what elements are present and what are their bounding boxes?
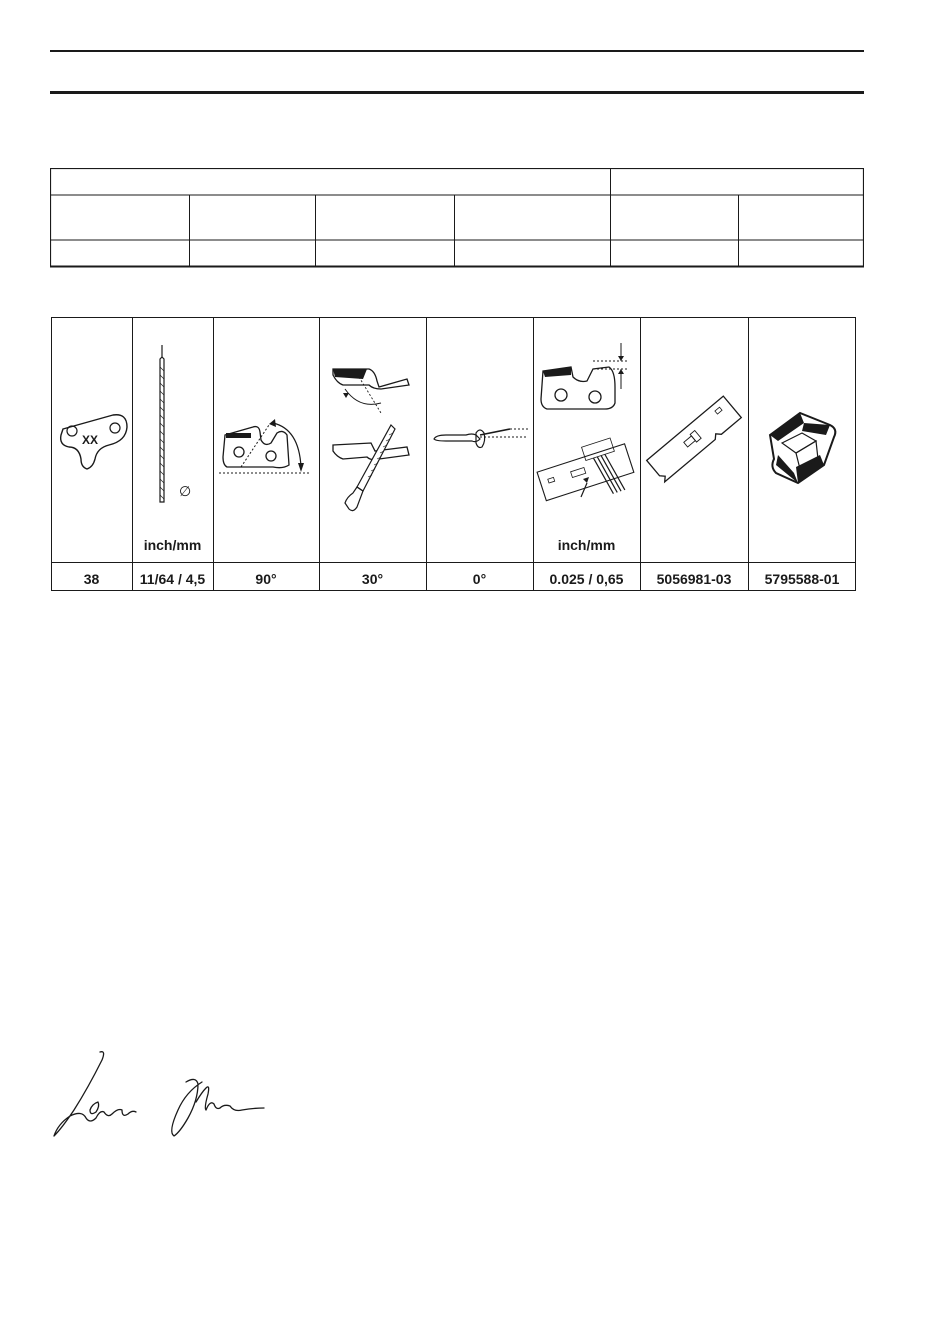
column-depth-gauge-tool <box>640 317 748 591</box>
column-chain-type <box>51 317 132 591</box>
file-angle-90-icon <box>213 317 319 562</box>
depth-gauge-unit: inch/mm <box>557 537 616 553</box>
file-holder-value: 5795588-01 <box>764 571 840 587</box>
depth-gauge-tool-value: 5056981-03 <box>656 571 732 587</box>
file-angle-0-value: 0° <box>472 571 487 587</box>
header-rule <box>50 91 864 94</box>
file-diameter-value: 11/64 / 4,5 <box>139 571 206 587</box>
column-file-diameter <box>132 317 213 591</box>
file-angle-30-value: 30° <box>361 571 384 587</box>
top-rule <box>50 50 864 52</box>
file-guide-0-icon <box>426 317 533 562</box>
depth-gauge-setting-icon <box>533 317 640 562</box>
column-file-angle-30 <box>319 317 426 591</box>
diameter-symbol: ∅ <box>179 483 192 499</box>
column-file-angle-90 <box>213 317 319 591</box>
cutter-link-icon <box>51 317 132 562</box>
file-diameter-unit: inch/mm <box>143 537 202 553</box>
column-depth-gauge <box>533 317 640 591</box>
depth-gauge-value: 0.025 / 0,65 <box>549 571 624 587</box>
file-holder-icon <box>748 317 856 562</box>
depth-gauge-tool-icon <box>640 317 748 562</box>
cutter-marking: XX <box>81 433 99 447</box>
file-angle-90-value: 90° <box>255 571 277 587</box>
file-angle-30-icon <box>319 317 426 562</box>
round-file-icon <box>132 317 213 562</box>
column-file-angle-0 <box>426 317 533 591</box>
column-file-holder <box>748 317 856 591</box>
handwritten-signature-icon <box>48 1048 278 1148</box>
chain-type-value: 38 <box>83 571 100 587</box>
specification-table <box>50 168 864 268</box>
sharpening-table <box>51 317 856 591</box>
